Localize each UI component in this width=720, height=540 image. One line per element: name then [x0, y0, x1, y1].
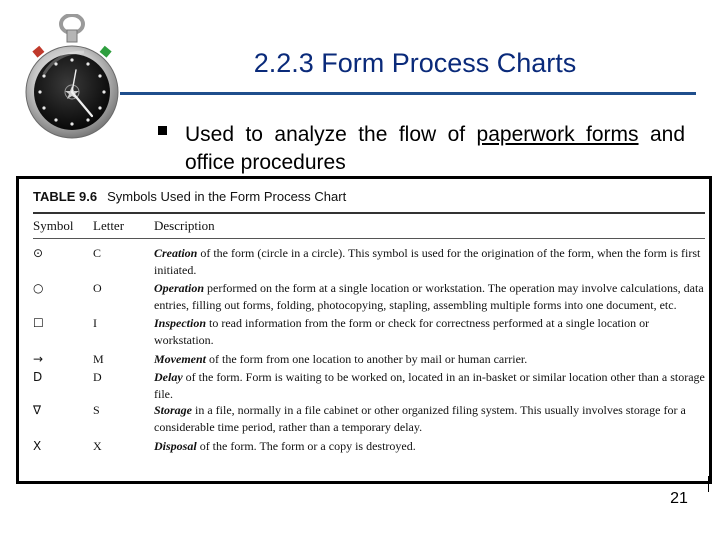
- row-description: [154, 438, 705, 455]
- table-label: TABLE 9.6: [33, 189, 98, 204]
- row-symbol: ○: [33, 281, 44, 296]
- table-row: [33, 438, 705, 455]
- bullet-text-before: Used to analyze the flow of: [185, 123, 477, 146]
- table-header: [33, 214, 705, 238]
- row-text: of the form. Form is waiting to be worked on, located in an in-basket or similar location other than a storage file.: [154, 370, 705, 401]
- row-description: [154, 245, 705, 278]
- row-symbol: ⊙: [33, 246, 44, 260]
- table-header-rule: [33, 238, 705, 239]
- row-symbol: ∇: [33, 403, 42, 418]
- table-row: [33, 280, 705, 313]
- table-row: [33, 315, 705, 348]
- row-text: performed on the form at a single location or workstation. The operation may involve calculations, data entries, filling out forms, folding, photocopying, stapling, assembling multiple forms into one document, etc.: [154, 281, 704, 312]
- row-text: of the form. The form or a copy is destroyed.: [196, 438, 416, 453]
- square-bullet-icon: [158, 126, 167, 135]
- row-description: [154, 402, 705, 435]
- table-body: [33, 245, 705, 454]
- table-row: [33, 351, 705, 368]
- header-symbol: Symbol: [33, 218, 74, 233]
- header-letter: Letter: [93, 218, 125, 233]
- table-figure: [16, 176, 712, 484]
- row-letter: M: [93, 351, 104, 366]
- bullet-text-underlined: paperwork forms: [476, 123, 639, 146]
- row-text: in a file, normally in a file cabinet or other organized filing system. This usually involves storage for a considerable time period, rather than a temporary delay.: [154, 403, 686, 434]
- table-caption-text: Symbols Used in the Form Process Chart: [107, 189, 347, 204]
- row-description: [154, 280, 705, 313]
- row-term: Inspection: [154, 316, 207, 331]
- row-symbol: ☐: [33, 316, 44, 331]
- row-letter: X: [93, 438, 102, 453]
- symbols-table: [33, 189, 705, 454]
- row-letter: S: [93, 403, 100, 418]
- row-term: Disposal: [154, 438, 197, 453]
- row-text: of the form from one location to another by mail or human carrier.: [206, 351, 528, 366]
- row-symbol: →: [33, 351, 44, 366]
- row-letter: O: [93, 281, 102, 296]
- row-term: Delay: [154, 370, 183, 385]
- table-row: [33, 369, 705, 402]
- table-row: [33, 245, 705, 278]
- row-term: Movement: [154, 351, 206, 366]
- page-divider: [708, 476, 709, 492]
- stopwatch-icon: [22, 14, 122, 154]
- row-letter: C: [93, 246, 102, 260]
- row-description: [154, 351, 705, 368]
- bullet-text-after: and office procedures: [185, 123, 685, 174]
- slide-title: 2.2.3 Form Process Charts: [253, 48, 577, 78]
- page-number: 21: [670, 490, 688, 507]
- row-term: Storage: [154, 403, 193, 418]
- row-text: of the form (circle in a circle). This symbol is used for the origination of the form, when the form is first initiated.: [154, 246, 701, 277]
- bullet-text: [185, 121, 685, 177]
- row-text: to read information from the form or check for correctness performed at a single location or workstation.: [154, 316, 650, 347]
- table-row: [33, 402, 705, 435]
- row-description: [154, 369, 705, 402]
- row-symbol: D: [33, 370, 43, 385]
- title-underline: [120, 92, 696, 95]
- row-letter: I: [93, 316, 97, 331]
- row-letter: D: [93, 370, 102, 385]
- row-term: Operation: [154, 281, 205, 296]
- row-description: [154, 315, 705, 348]
- header-description: Description: [154, 218, 215, 233]
- table-caption: [33, 189, 705, 209]
- row-term: Creation: [154, 246, 198, 260]
- row-symbol: X: [33, 438, 42, 453]
